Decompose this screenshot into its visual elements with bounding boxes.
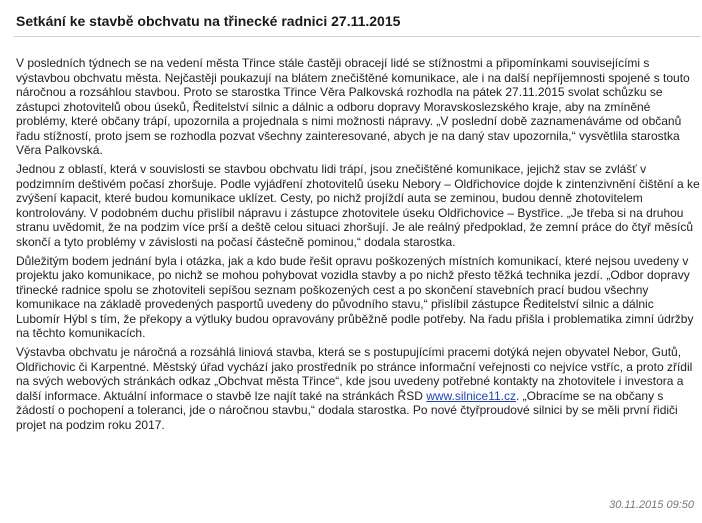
- publish-date: 30.11.2015 09:50: [609, 499, 694, 511]
- paragraph-2: Jednou z oblastí, která v souvislosti se stavbou obchvatu lidi trápí, jsou znečištěné komunikace, jejichž stav se zvlášť v podzimním deštivém počasí zhoršuje. Podle vyjádření zhotovitelů úseku Nebory – Oldřichovice dojde k zintenzivnění čištění a ke zvýšení kapacit, které budou komunikace uklízet. Cesty, po nichž projíždí auta se zeminou, budou denně zhotovitelem kontrolovány. V podobném duchu přislíbil nápravu i zástupce zhotovitele úseku Oldřichovice – Bystřice. „Je třeba si na druhou stranu uvědomit, že na podzim více prší a deště celou situaci zhoršují. Je ale reálný předpoklad, že zemní práce do čtyř měsíců skončí a tyto problémy v závislosti na počasí částečně pominou,“ dodala starostka.: [16, 162, 700, 249]
- paragraph-4-text-start: Výstavba obchvatu je náročná a rozsáhlá liniová stavba, která se s postupujícími pracemi dotýká nejen obyvatel Nebor, Gutů, Oldřichovic či Karpentné. Městský úřad vychází jako prostředník po stránce informační veřejnosti co nejvíce vstříc, a proto zřídil na svých webových stránkách odkaz „Obchvat města Třince“, kde jsou uvedeny potřebné kontakty na zhotovitele i investora a další informace. Aktuální informace o stavbě lze najít také na stránkách ŘSD: [16, 345, 693, 403]
- article-body: [16, 56, 700, 437]
- title-divider: [14, 36, 700, 37]
- paragraph-1: V posledních týdnech se na vedení města Třince stále častěji obracejí lidé se stížnostmi a připomínkami souvisejícími s výstavbou obchvatu města. Nejčastěji poukazují na blátem znečištěné komunikace, ale i na další nepříjemnosti spojené s touto náročnou a rozsáhlou stavbou. Proto se starostka Třince Věra Palkovská rozhodla na pátek 27.11.2015 svolat schůzku se zástupci zhotovitelů obou úseků, Ředitelství silnic a dálnic a odboru dopravy Moravskoslezského kraje, aby na zmíněné problémy, které občany trápí, upozornila a projednala s nimi možnosti nápravy. „V poslední době zaznamenáváme od občanů řadu stížností, proto jsem se rozhodla pozvat všechny zainteresované, abych je na daný stav upozornila,“ vysvětlila starostka Věra Palkovská.: [16, 56, 690, 157]
- paragraph-3: Důležitým bodem jednání byla i otázka, jak a kdo bude řešit opravu poškozených místních komunikací, které nejsou uvedeny v projektu jako komunikace, po nichž se mohou pohybovat vozidla stavby a po nichž přesto těžká technika jezdí. „Odbor dopravy třinecké radnice spolu se zhotoviteli sepíšou seznam poškozených cest a po skončení stavebních prací budou všechny komunikace na základě provedených pasportů uvedeny do původního stavu,“ přislíbil zástupce Ředitelství silnic a dálnic Lubomír Hýbl s tím, že překopy a výtluky budou opravovány průběžně podle potřeby. Na řadu přišla i problematika zimní údržby na těchto komunikacích.: [16, 253, 694, 340]
- paragraph-4-text-end: . „Obracíme se na občany s žádostí o pochopení a toleranci, jde o náročnou stavbu,“ dodala starostka. Po nové čtyřproudové silnici by se měli první řidiči projet na podzim roku 2017.: [16, 388, 678, 432]
- silnice11-link[interactable]: www.silnice11.cz: [426, 388, 517, 403]
- article-title: Setkání ke stavbě obchvatu na třinecké radnici 27.11.2015: [16, 13, 401, 29]
- paragraph-4: [16, 345, 700, 432]
